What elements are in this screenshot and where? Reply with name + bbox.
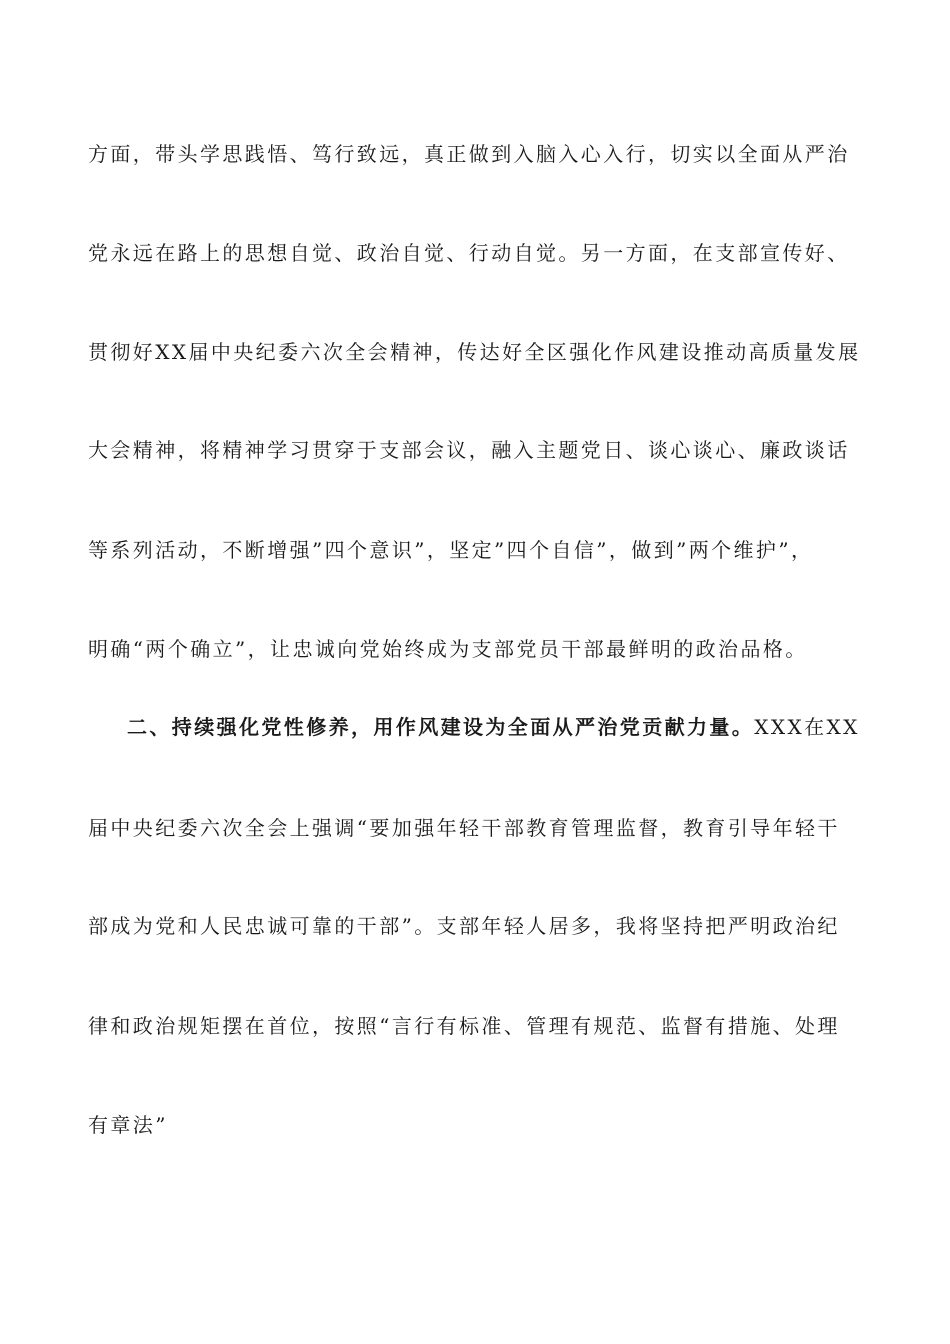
paragraph-line-6: 明确“两个确立”，让忠诚向党始终成为支部党员干部最鲜明的政治品格。	[88, 637, 808, 661]
paragraph-line-1: 方面，带头学思践悟、笃行致远，真正做到入脑入心入行，切实以全面从严治	[88, 142, 850, 166]
paragraph-line-2: 党永远在路上的思想自觉、政治自觉、行动自觉。另一方面，在支部宣传好、	[88, 241, 850, 265]
section-line-2: 部成为党和人民忠诚可靠的干部”。支部年轻人居多，我将坚持把严明政治纪	[88, 914, 840, 938]
section-line-3: 律和政治规矩摆在首位，按照“言行有标准、管理有规范、监督有措施、处理	[88, 1014, 840, 1038]
section-lead-in: XXX在XX	[754, 715, 860, 739]
section-heading-line	[127, 714, 878, 740]
paragraph-line-4: 大会精神，将精神学习贯穿于支部会议，融入主题党日、谈心谈心、廉政谈话	[88, 438, 850, 462]
section-heading: 二、持续强化党性修养，用作风建设为全面从严治党贡献力量。	[127, 715, 755, 739]
paragraph-line-3: 贯彻好XX届中央纪委六次全会精神，传达好全区强化作风建设推动高质量发展	[88, 340, 861, 364]
section-line-1: 届中央纪委六次全会上强调“要加强年轻干部教育管理监督，教育引导年轻干	[88, 816, 840, 840]
section-line-4: 有章法”	[88, 1113, 168, 1137]
paragraph-line-5: 等系列活动，不断增强”四个意识”，坚定”四个自信”，做到”两个维护”，	[88, 538, 814, 562]
